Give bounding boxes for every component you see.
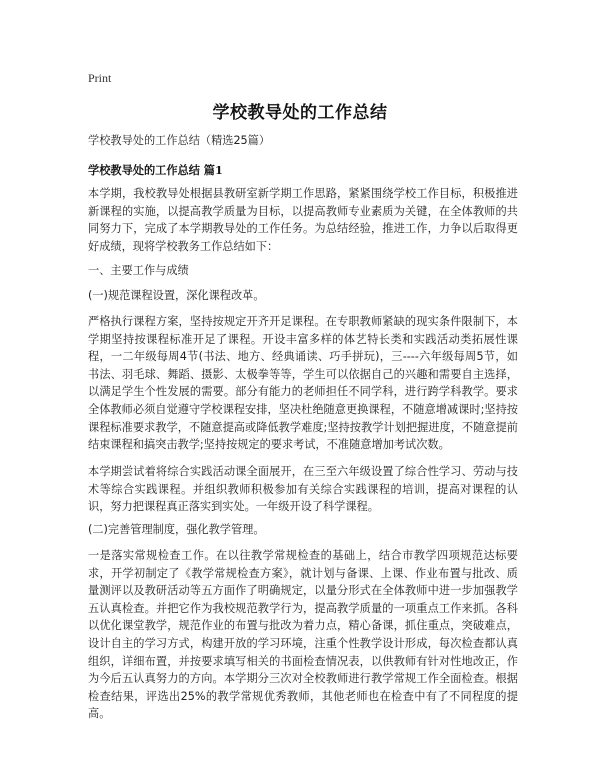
- document-subtitle: 学校教导处的工作总结（精选25篇）: [88, 134, 271, 147]
- intro-paragraph: 本学期，我校教导处根据县教研室新学期工作思路，紧紧围绕学校工作目标，积极推进新课程的实施，以提高教学质量为目标，以提高教师专业素质为关键，在全体教师的共同努力下，完成了本学期教导处的工作任务。为总结经验，推进工作，力争以后取得更好成绩，现将学校教务工作总结如下：: [88, 187, 518, 253]
- paragraph-1: 严格执行课程方案，坚持按规定开齐开足课程。在专职教师紧缺的现实条件限制下，本学期坚持按课程标准开足了课程。开设丰富多样的体艺特长类和实践活动类拓展性课程，一二年级每周4节(书法、地方、经典诵读、巧手拼玩)，三----六年级每周5节，如书法、羽毛球、舞蹈、摄影、太极拳等等，学生可以依据自己的兴趣和需要自主选择，以满足学生个性发展的需要。部分有能力的老师担任不同学科，进行跨学科教学。要求全体教师必须自觉遵守学校课程安排，坚决杜绝随意更换课程，不随意增减课时;坚持按课程标准要求教学，不随意提高或降低教学难度;坚持按教学计划把握进度，不随意提前结束课程和搞突击教学;坚持按规定的要求考试，不准随意增加考试次数。: [88, 315, 518, 452]
- subsection2-heading: (二)完善管理制度，强化教学管理。: [88, 523, 265, 536]
- print-label: Print: [88, 71, 112, 85]
- section-heading: 学校教导处的工作总结 篇1: [88, 163, 223, 177]
- paragraph-2: 本学期尝试着将综合实践活动课全面展开，在三至六年级设置了综合性学习、劳动与技术等综合实践课程。并组织教师积极参加有关综合实践课程的培训，提高对课程的认识，努力把课程真正落实到实处。一年级开设了科学课程。: [88, 465, 518, 514]
- part1-heading: 一、主要工作与成绩: [88, 264, 189, 277]
- subsection1-heading: (一)规范课程设置，深化课程改革。: [88, 289, 265, 302]
- paragraph-3: 一是落实常规检查工作。在以往教学常规检查的基础上，结合市教学四项规范达标要求，开学初制定了《教学常规检查方案》，就计划与备课、上课、作业布置与批改、质量测评以及教研活动等五方面作了明确规定，以量分形式在全体教师中进一步加强教学五认真检查。并把它作为我校规范教学行为，提高教学质量的一项重点工作来抓。各科以优化课堂教学，规范作业的布置与批改为着力点，精心备课，抓住重点，突破难点，设计自主的学习方式，构建开放的学习环境，注重个性教学设计形成，每次检查都认真组织，详细布置，并按要求填写相关的书面检查情况表，以供教师有针对性地改正，作为今后五认真努力的方向。本学期分三次对全校教师进行教学常规工作全面检查。根据检查结果，评选出25%的教学常规优秀教师，其他老师也在检查中有了不同程度的提高。: [88, 549, 518, 721]
- document-title: 学校教导处的工作总结: [212, 103, 388, 123]
